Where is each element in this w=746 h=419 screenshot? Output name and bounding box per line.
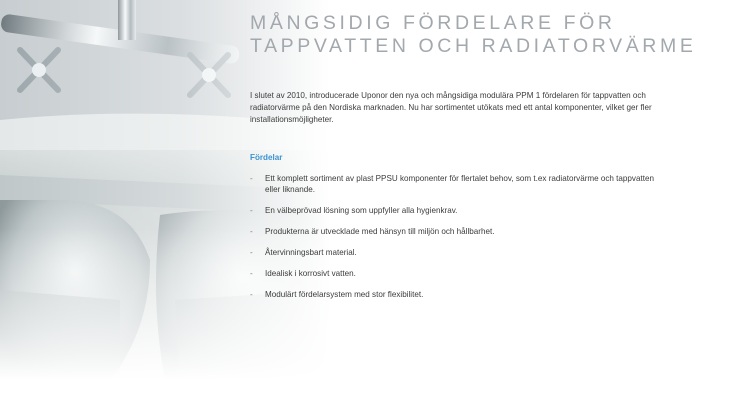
list-item bbox=[250, 173, 670, 195]
list-item-text: Återvinningsbart material. bbox=[265, 247, 357, 257]
features-heading: Fördelar bbox=[250, 152, 283, 162]
bullet-dash: - bbox=[250, 247, 253, 257]
bullet-dash: - bbox=[250, 173, 253, 183]
bullet-dash: - bbox=[250, 289, 253, 299]
title-line-1: MÅNGSIDIG FÖRDELARE FÖR bbox=[250, 12, 616, 34]
list-item-text: En välbeprövad lösning som uppfyller alla hygienkrav. bbox=[265, 205, 458, 215]
bullet-dash: - bbox=[250, 268, 253, 278]
list-item bbox=[250, 289, 670, 300]
page-title bbox=[250, 12, 697, 58]
bullet-dash: - bbox=[250, 205, 253, 215]
list-item bbox=[250, 247, 670, 258]
features-list bbox=[250, 173, 670, 300]
list-item bbox=[250, 268, 670, 279]
list-item bbox=[250, 205, 670, 216]
list-item bbox=[250, 226, 670, 237]
article bbox=[250, 12, 697, 310]
intro-paragraph: I slutet av 2010, introducerade Uponor den nya och mångsidiga modulära PPM 1 fördelaren för tappvatten och radiatorvärme på den Nordiska marknaden. Nu har sortimentet utökats med ett antal komponenter, vilket ger fler installationsmöjligheter. bbox=[250, 91, 652, 125]
list-item-text: Produkterna är utvecklade med hänsyn till miljön och hållbarhet. bbox=[265, 226, 495, 236]
title-line-2: TAPPVATTEN OCH RADIATORVÄRME bbox=[250, 35, 697, 57]
list-item-text: Modulärt fördelarsystem med stor flexibilitet. bbox=[265, 289, 424, 299]
list-item-text: Idealisk i korrosivt vatten. bbox=[265, 268, 356, 278]
bullet-dash: - bbox=[250, 226, 253, 236]
list-item-text: Ett komplett sortiment av plast PPSU komponenter för flertalet behov, som t.ex radiatorvärme och tappvatten eller liknande. bbox=[265, 173, 654, 194]
